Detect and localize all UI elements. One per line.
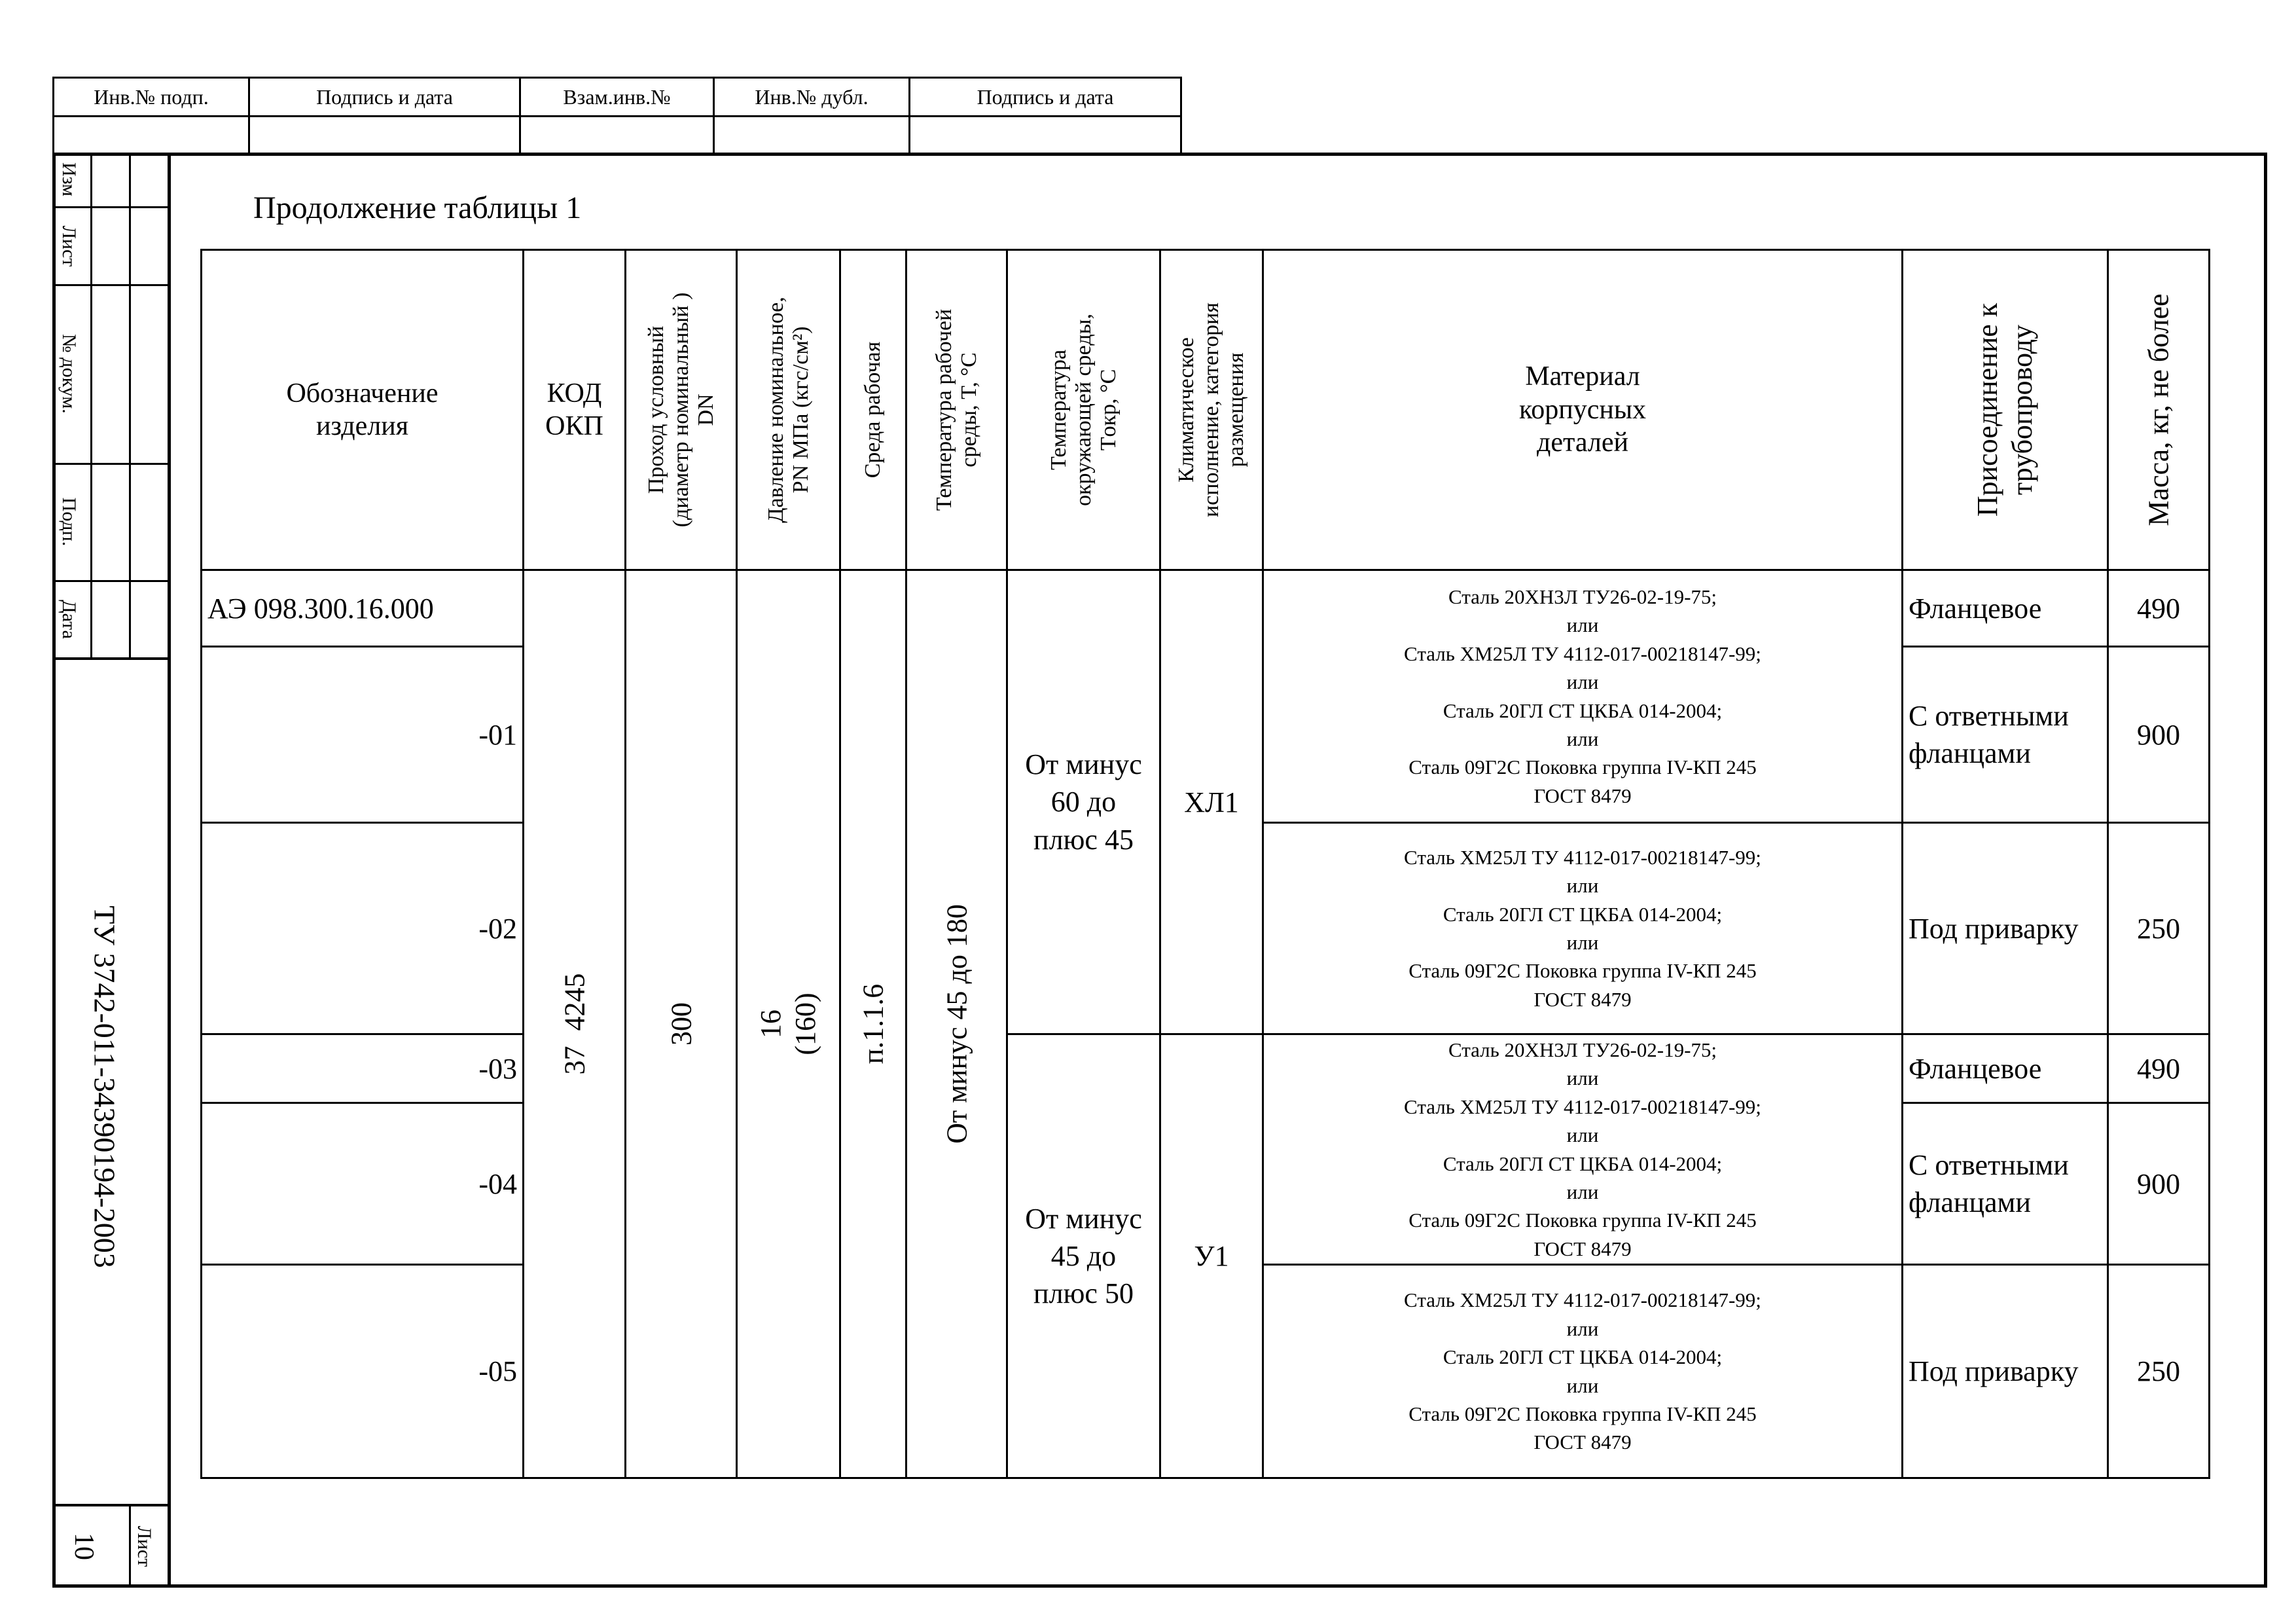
- header-mass: [2107, 249, 2210, 571]
- header-climate-line-1: Климатическое: [1174, 337, 1198, 483]
- mass-cell: 250: [2107, 822, 2210, 1035]
- connection-cell: Под приварку: [1901, 822, 2109, 1035]
- side-hline-6: [52, 1504, 169, 1506]
- header-climate-line-3: размещения: [1224, 352, 1249, 467]
- header-dn-text: [643, 293, 718, 528]
- material-line: или: [1566, 727, 1599, 750]
- header-work-temp-line-2: среды, T, °С: [956, 352, 981, 467]
- header-material-line-3: деталей: [1537, 428, 1628, 458]
- climate-group-2: У1: [1159, 1033, 1264, 1479]
- material-line: ГОСТ 8479: [1534, 784, 1632, 807]
- work-temp-cell: [905, 569, 1008, 1479]
- ambient-temp-group-2: [1006, 1033, 1161, 1479]
- connection-cell: С ответными фланцами: [1901, 646, 2109, 824]
- side-hline-5: [52, 657, 169, 660]
- header-pn-line-2: PN МПа (кгс/см²): [788, 326, 813, 494]
- okp-code-value: 37 4245: [558, 973, 590, 1075]
- sheet-label: Лист: [134, 1525, 155, 1567]
- side-hline-4: [52, 580, 169, 582]
- material-line: или: [1566, 613, 1599, 637]
- header-pn-text: [763, 297, 813, 522]
- header-ambient-line-1: Температура: [1046, 349, 1071, 471]
- header-material: [1262, 249, 1903, 571]
- climate-group-1: ХЛ1: [1159, 569, 1264, 1035]
- material-line: Сталь ХМ25Л ТУ 4112-017-00218147-99;: [1404, 845, 1761, 869]
- stamp-field-2: [248, 115, 521, 155]
- side-divider-1: [90, 153, 92, 659]
- header-climate-line-2: исполнение, категория: [1198, 302, 1223, 517]
- material-line: Сталь 20ХН3Л ТУ26-02-19-75;: [1448, 1038, 1717, 1061]
- dn-value: 300: [665, 1002, 697, 1046]
- header-pn: [736, 249, 841, 571]
- header-connection: [1901, 249, 2109, 571]
- side-label-izm: Изм: [58, 162, 80, 197]
- material-cell-1: [1262, 569, 1903, 824]
- mass-cell: 490: [2107, 1033, 2210, 1104]
- header-designation: [200, 249, 524, 571]
- pn-cell: [736, 569, 841, 1479]
- header-medium: [839, 249, 907, 571]
- mass-cell: 490: [2107, 569, 2210, 647]
- material-line: или: [1566, 1123, 1599, 1147]
- connection-cell: Фланцевое: [1901, 1033, 2109, 1104]
- material-line: Сталь 20ГЛ СТ ЦКБА 014-2004;: [1443, 699, 1723, 722]
- stamp-label-inv-podp: Инв.№ подп.: [52, 77, 250, 117]
- stamp-label-vzam-inv: Взам.инв.№: [519, 77, 715, 117]
- material-cell-3: [1262, 1033, 1903, 1266]
- material-line: Сталь ХМ25Л ТУ 4112-017-00218147-99;: [1404, 1288, 1761, 1312]
- material-line: или: [1566, 1180, 1599, 1203]
- side-label-doc-num: № докум.: [58, 334, 80, 414]
- pn-value-line-1: 16: [754, 1010, 787, 1038]
- header-pn-line-1: Давление номинальное,: [763, 297, 788, 523]
- material-line: Сталь 20ГЛ СТ ЦКБА 014-2004;: [1443, 902, 1723, 926]
- header-connection-line-1: Присоединение к: [1971, 302, 2003, 517]
- material-line: или: [1566, 1317, 1599, 1340]
- header-material-line-2: корпусных: [1518, 394, 1647, 425]
- header-designation-text: Обозначение изделия: [286, 378, 439, 441]
- table-row-designation: -03: [200, 1033, 524, 1104]
- work-temp-value: От минус 45 до 180: [941, 904, 973, 1144]
- header-work-temp: [905, 249, 1008, 571]
- dn-cell: [624, 569, 738, 1479]
- table-row-designation: -01: [200, 646, 524, 824]
- side-label-date: Дата: [58, 600, 80, 639]
- material-cell-4: [1262, 1264, 1903, 1479]
- side-column-border: [168, 153, 171, 1588]
- medium-cell: [839, 569, 907, 1479]
- material-line: Сталь 09Г2С Поковка группа IV-КП 245: [1408, 756, 1757, 779]
- header-climate-text: [1174, 302, 1249, 517]
- okp-code-cell: [522, 569, 626, 1479]
- table-row-designation: -05: [200, 1264, 524, 1479]
- material-cell-2: [1262, 822, 1903, 1035]
- side-hline-3: [52, 463, 169, 465]
- table-row-designation: -04: [200, 1102, 524, 1266]
- ambient-1-line-1: От минус: [1025, 748, 1142, 781]
- mass-cell: 900: [2107, 1102, 2210, 1266]
- ambient-2-line-3: плюс 50: [1033, 1277, 1134, 1310]
- connection-cell: С ответными фланцами: [1901, 1102, 2109, 1266]
- header-connection-line-2: трубопроводу: [2005, 324, 2038, 496]
- pn-value-line-2: (160): [789, 993, 821, 1055]
- stamp-field-5: [908, 115, 1182, 155]
- material-line: ГОСТ 8479: [1534, 987, 1632, 1011]
- connection-cell: Фланцевое: [1901, 569, 2109, 647]
- material-line: или: [1566, 1374, 1599, 1397]
- material-line: или: [1566, 670, 1599, 694]
- header-connection-text: [1971, 303, 2040, 517]
- material-line: Сталь ХМ25Л ТУ 4112-017-00218147-99;: [1404, 1095, 1761, 1118]
- header-dn: [624, 249, 738, 571]
- header-work-temp-line-1: Температура рабочей: [931, 308, 956, 511]
- material-line: Сталь 20ГЛ СТ ЦКБА 014-2004;: [1443, 1345, 1723, 1369]
- side-label-podp: Подп.: [58, 497, 80, 547]
- table-caption: Продолжение таблицы 1: [253, 191, 582, 225]
- header-okp-code-text: КОД ОКП: [545, 378, 603, 441]
- header-dn-line-3: DN: [693, 393, 718, 426]
- stamp-field-3: [519, 115, 715, 155]
- header-okp-code: [522, 249, 626, 571]
- header-work-temp-text: [931, 309, 981, 511]
- header-ambient-line-2: окружающей среды,: [1071, 314, 1096, 506]
- side-label-list: Лист: [58, 225, 80, 267]
- connection-cell: Под приварку: [1901, 1264, 2109, 1479]
- stamp-label-signature-date-2: Подпись и дата: [908, 77, 1182, 117]
- side-hline-1: [52, 206, 169, 208]
- ambient-temp-group-1: [1006, 569, 1161, 1035]
- side-hline-2: [52, 284, 169, 286]
- side-divider-2: [129, 153, 131, 659]
- ambient-2-line-1: От минус: [1025, 1202, 1142, 1235]
- header-medium-text: Среда рабочая: [860, 341, 885, 479]
- material-line: Сталь 09Г2С Поковка группа IV-КП 245: [1408, 1402, 1757, 1425]
- material-line: или: [1566, 1067, 1599, 1090]
- mass-cell: 900: [2107, 646, 2210, 824]
- stamp-field-4: [713, 115, 910, 155]
- table-row-designation: -02: [200, 822, 524, 1035]
- material-line: Сталь 09Г2С Поковка группа IV-КП 245: [1408, 1209, 1757, 1232]
- material-line: Сталь ХМ25Л ТУ 4112-017-00218147-99;: [1404, 642, 1761, 665]
- ambient-1-line-2: 60 до: [1050, 786, 1117, 818]
- material-line: Сталь 09Г2С Поковка группа IV-КП 245: [1408, 959, 1757, 983]
- sheet-number: 10: [69, 1533, 99, 1560]
- material-line: или: [1566, 874, 1599, 898]
- header-dn-line-2: (диаметр номинальный ): [668, 292, 693, 528]
- stamp-label-signature-date: Подпись и дата: [248, 77, 521, 117]
- ambient-2-line-2: 45 до: [1050, 1239, 1117, 1272]
- stamp-field-1: [52, 115, 250, 155]
- medium-value: п.1.1.6: [857, 983, 889, 1065]
- material-line: ГОСТ 8479: [1534, 1431, 1632, 1454]
- pn-value: [754, 993, 823, 1055]
- header-mass-text: Масса, кг, не более: [2142, 293, 2175, 526]
- header-ambient-temp-text: [1046, 314, 1121, 506]
- header-ambient-line-3: Tокр, °С: [1096, 369, 1121, 451]
- header-climate: [1159, 249, 1264, 571]
- material-line: или: [1566, 931, 1599, 954]
- document-code: ТУ 3742-011-34390194-2003: [88, 905, 122, 1268]
- side-divider-3: [129, 1505, 131, 1588]
- material-line: ГОСТ 8479: [1534, 1237, 1632, 1260]
- material-line: Сталь 20ГЛ СТ ЦКБА 014-2004;: [1443, 1152, 1723, 1175]
- header-material-line-1: Материал: [1525, 361, 1640, 392]
- mass-cell: 250: [2107, 1264, 2210, 1479]
- header-dn-line-1: Проход условный: [643, 325, 668, 494]
- stamp-label-inv-dubl: Инв.№ дубл.: [713, 77, 910, 117]
- table-row-designation: АЭ 098.300.16.000: [200, 569, 524, 647]
- header-ambient-temp: [1006, 249, 1161, 571]
- ambient-1-line-3: плюс 45: [1033, 823, 1134, 856]
- material-line: Сталь 20ХН3Л ТУ26-02-19-75;: [1448, 585, 1717, 608]
